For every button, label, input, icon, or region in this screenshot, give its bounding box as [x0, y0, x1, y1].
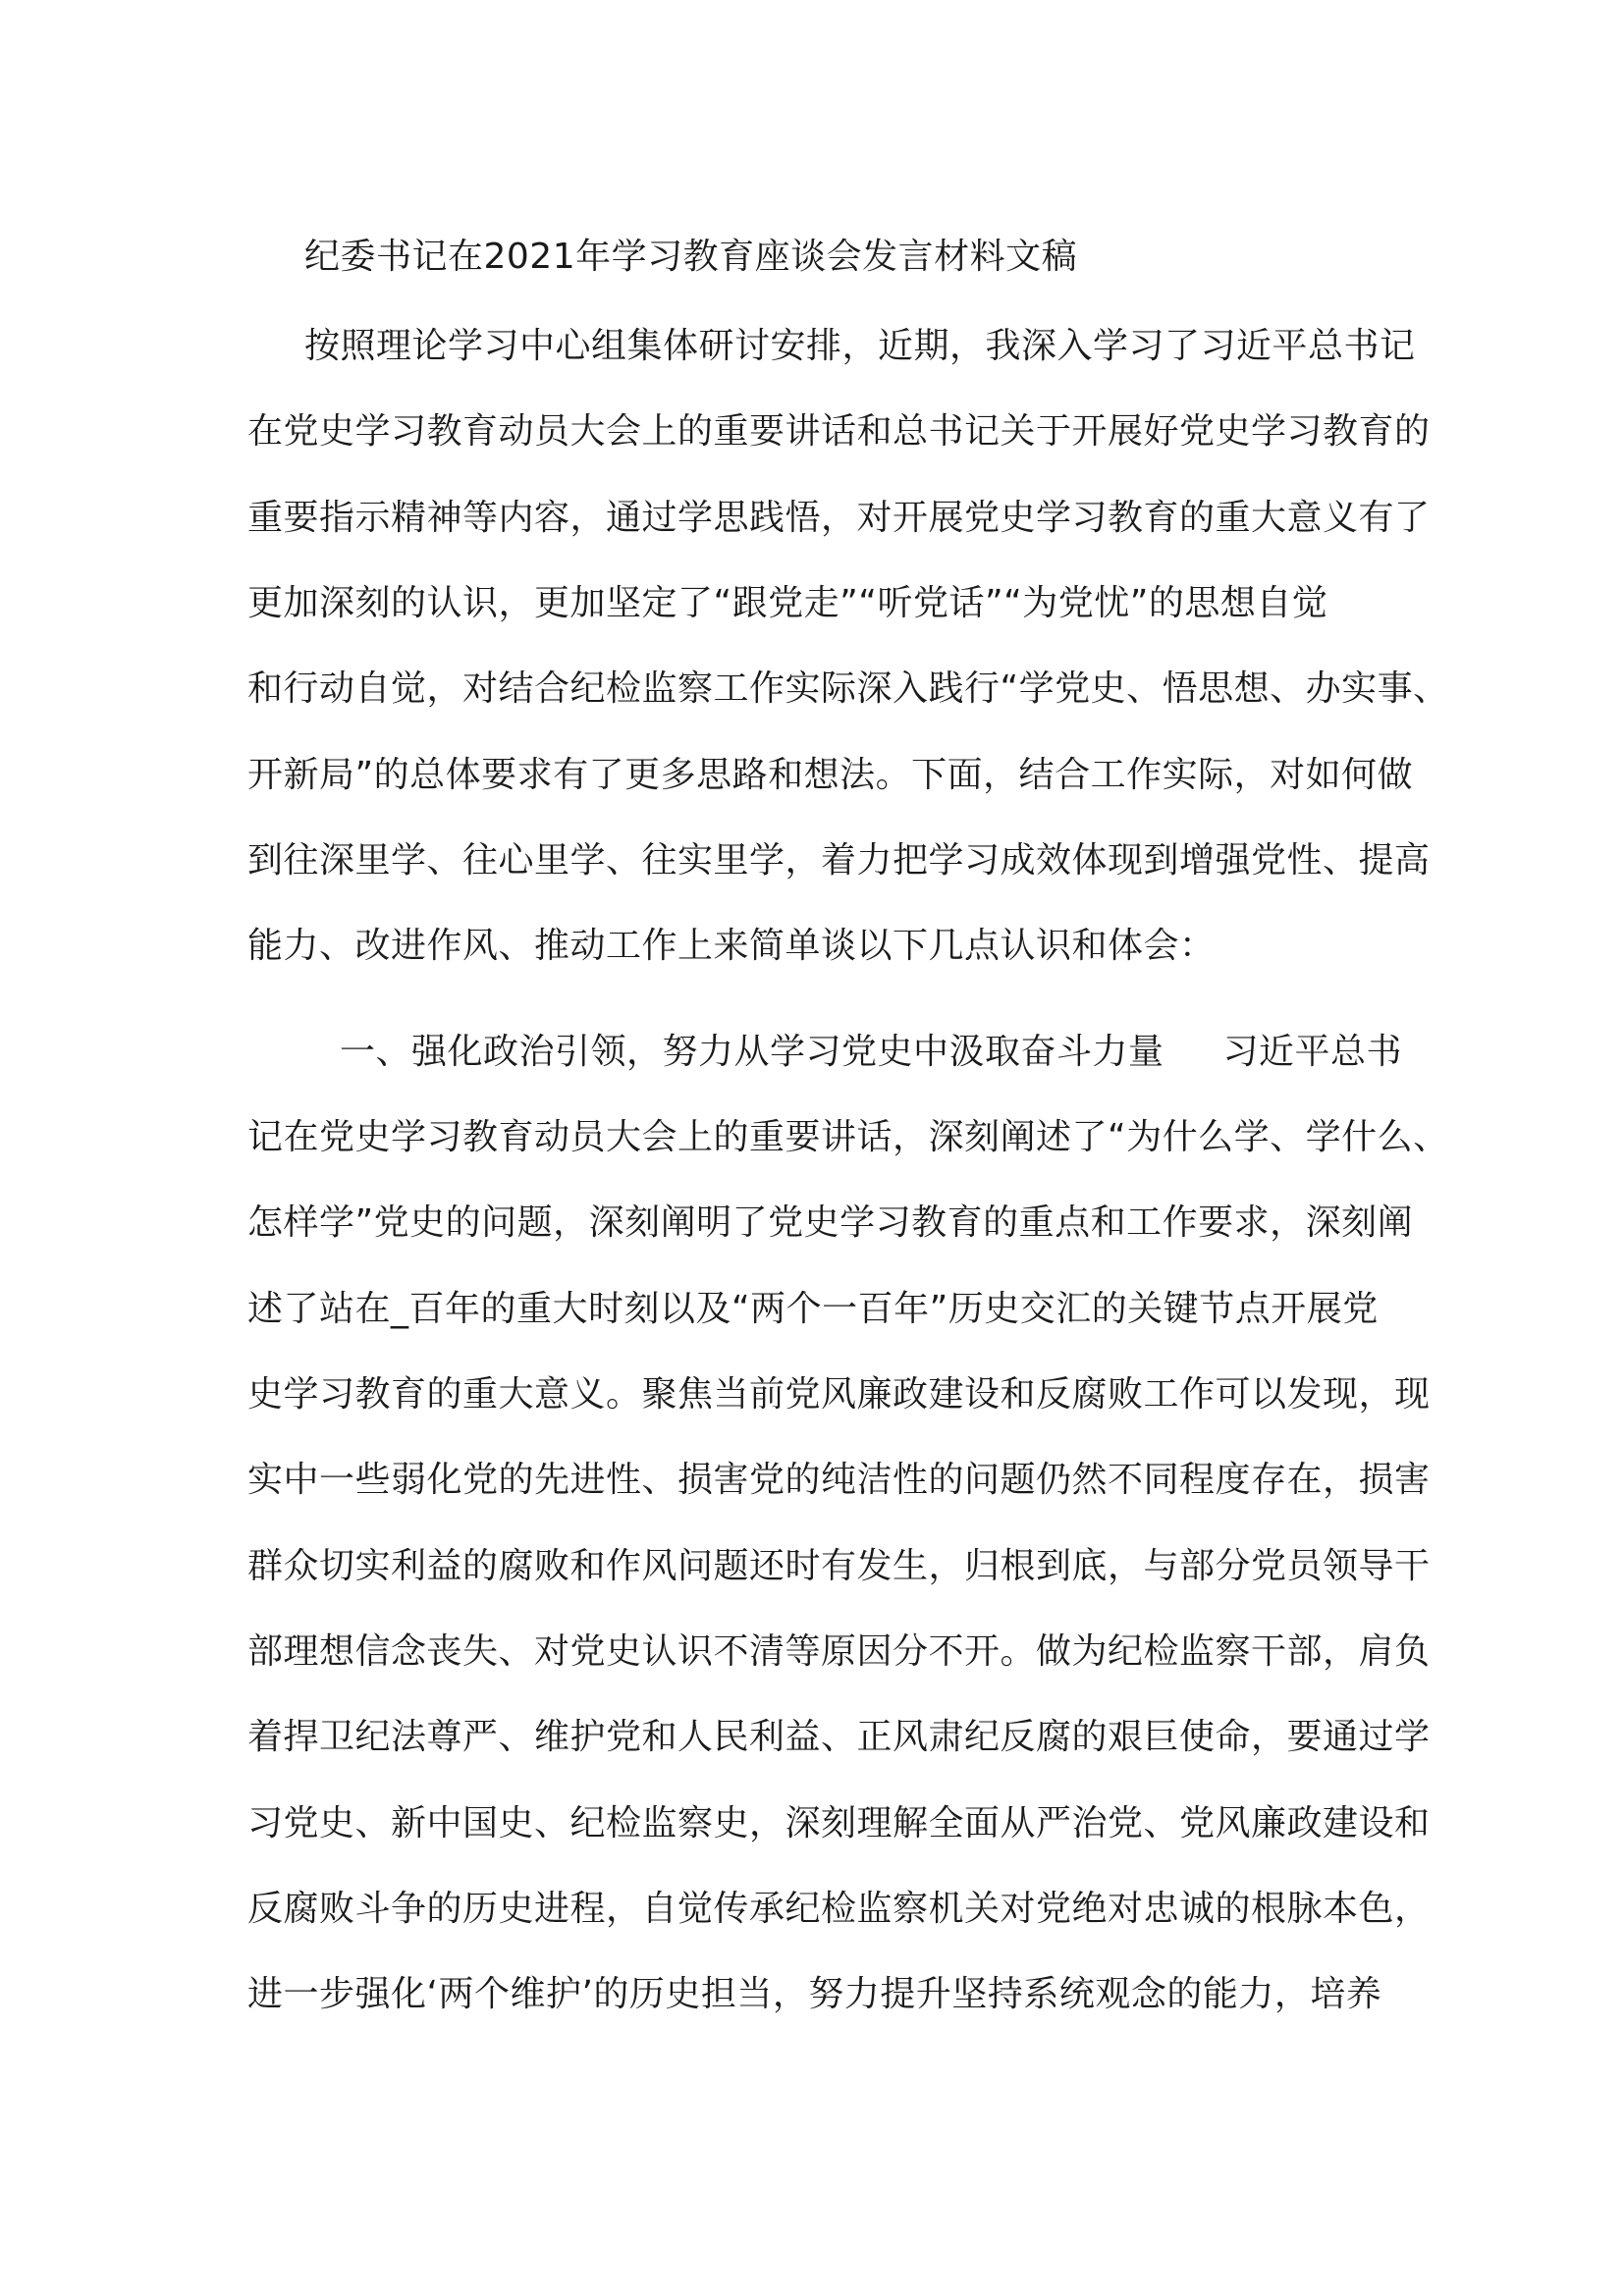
paragraph-line: 述了站在_百年的重大时刻以及“两个一百年”历史交汇的关键节点开展党 [247, 1289, 1379, 1329]
section-heading-line [340, 1031, 1402, 1074]
paragraph-line: 怎样学”党史的问题，深刻阐明了党史学习教育的重点和工作要求，深刻阐 [247, 1202, 1414, 1243]
paragraph-line: 按照理论学习中心组集体研讨安排，近期，我深入学习了习近平总书记 [304, 326, 1416, 366]
paragraph-line: 进一步强化‘两个维护’的历史担当，努力提升坚持系统观念的能力，培养 [247, 1974, 1382, 2014]
paragraph-line: 记在党史学习教育动员大会上的重要讲话，深刻阐述了“为什么学、学什么、 [247, 1117, 1449, 1157]
section-heading: 一、强化政治引领，努力从学习党史中汲取奋斗力量 [340, 1032, 1164, 1072]
paragraph-line: 反腐败斗争的历史进程，自觉传承纪检监察机关对党绝对忠诚的根脉本色， [247, 1889, 1431, 1929]
paragraph-line: 能力、改进作风、推动工作上来简单谈以下几点认识和体会： [247, 926, 1216, 966]
paragraph-line: 实中一些弱化党的先进性、损害党的纯洁性的问题仍然不同程度存在，损害 [247, 1460, 1431, 1500]
paragraph-line: 史学习教育的重大意义。聚焦当前党风廉政建设和反腐败工作可以发现，现 [247, 1374, 1431, 1415]
paragraph-line: 到往深里学、往心里学、往实里学，着力把学习成效体现到增强党性、提高 [247, 840, 1431, 881]
paragraph-line: 重要指示精神等内容，通过学思践悟，对开展党史学习教育的重大意义有了 [247, 498, 1431, 538]
paragraph-line: 在党史学习教育动员大会上的重要讲话和总书记关于开展好党史学习教育的 [247, 411, 1431, 452]
paragraph-line: 部理想信念丧失、对党史认识不清等原因分不开。做为纪检监察干部，肩负 [247, 1631, 1431, 1672]
paragraph-line: 习党史、新中国史、纪检监察史，深刻理解全面从严治党、党风廉政建设和 [247, 1803, 1431, 1843]
paragraph-line: 开新局”的总体要求有了更多思路和想法。下面，结合工作实际，对如何做 [247, 755, 1414, 795]
paragraph-line: 和行动自觉，对结合纪检监察工作实际深入践行“学党史、悟思想、办实事、 [247, 668, 1449, 709]
paragraph-line: 群众切实利益的腐败和作风问题还时有发生，归根到底，与部分党员领导干 [247, 1546, 1431, 1586]
document-title: 纪委书记在2021年学习教育座谈会发言材料文稿 [304, 237, 1078, 277]
paragraph-start: 习近平总书 [1222, 1032, 1403, 1072]
paragraph-line: 着捍卫纪法尊严、维护党和人民利益、正风肃纪反腐的艰巨使命，要通过学 [247, 1717, 1431, 1757]
paragraph-line: 更加深刻的认识，更加坚定了“跟党走”“听党话”“为党忧”的思想自觉 [247, 583, 1328, 623]
